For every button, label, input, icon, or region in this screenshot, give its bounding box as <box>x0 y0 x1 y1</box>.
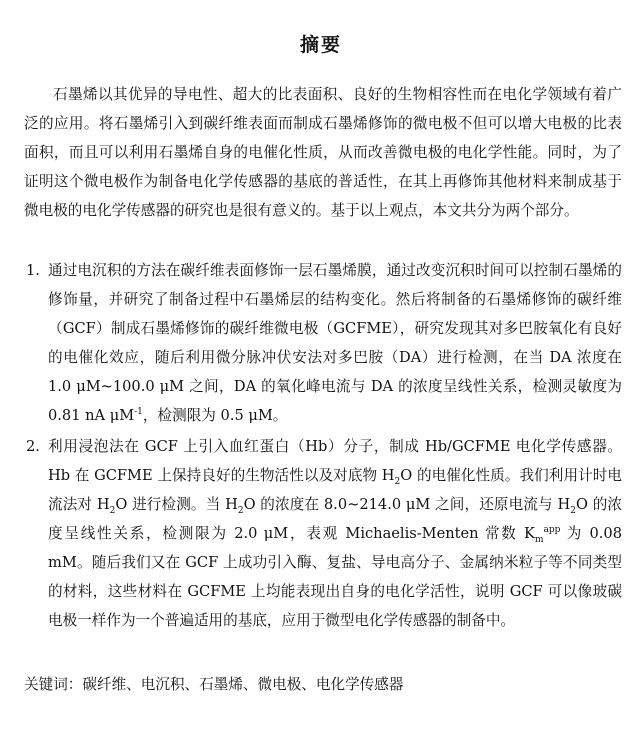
subscript: 2 <box>570 505 576 516</box>
list-item-text <box>48 432 622 635</box>
subscript: 2 <box>109 505 116 516</box>
list-item-number: 1. <box>26 262 40 279</box>
text-segment: O <box>575 496 588 513</box>
subscript: 2 <box>237 505 244 516</box>
text-segment: 的浓度呈线性关系，检测限为 2.0 μM，表观 Michaelis-Menten 常数 K <box>48 496 622 542</box>
text-segment: O <box>400 467 413 484</box>
text-segment: 为 0.08 mM。随后我们又在 GCF 上成功引入酶、复盐、导电高分子、金属纳米粒子等不同类型的材料，这些材料在 GCFME 上均能表现出自身的电化学活性，说明 GCF 可以像玻碳电极一样作为一个普遍适用的基底，应用于微型电化学传感器的制备中。 <box>48 525 622 629</box>
list-item-text <box>48 256 622 430</box>
text-segment: ，检测限为 0.5 μM。 <box>142 407 288 424</box>
text-segment: 的浓度在 8.0~214.0 μM 之间，还原电流与 H <box>255 496 571 513</box>
text-segment: 进行检测。当 H <box>127 496 238 513</box>
subscript: 2 <box>394 476 401 487</box>
superscript: app <box>543 525 561 536</box>
list-item-1 <box>24 256 622 430</box>
page-title: 摘要 <box>299 34 342 56</box>
list-item-number: 2. <box>26 438 40 455</box>
subscript: m <box>534 534 544 545</box>
intro-paragraph: 石墨烯以其优异的导电性、超大的比表面积、良好的生物相容性而在电化学领域有着广泛的应用。将石墨烯引入到碳纤维表面而制成石墨烯修饰的微电极不但可以增大电极的比表面积，而且可以利用石墨烯自身的电催化性质，从而改善微电极的电化学性能。同时，为了证明这个微电极作为制备电化学传感器的基底的普适性，在其上再修饰其他材料来制成基于微电极的电化学传感器的研究也是很有意义的。基于以上观点，本文共分为两个部分。 <box>24 86 622 219</box>
text-segment: 通过电沉积的方法在碳纤维表面修饰一层石墨烯膜，通过改变沉积时间可以控制石墨烯的修饰量，并研究了制备过程中石墨烯层的结构变化。然后将制备的石墨烯修饰的碳纤维（GCF）制成石墨烯修饰的碳纤维微电极（GCFME），研究发现其对多巴胺氧化有良好的电催化效应，随后利用微分脉冲伏安法对多巴胺（DA）进行检测，在当 DA 浓度在 1.0 μM~100.0 μM 之间，DA 的氧化峰电流与 DA 的浓度呈线性关系，检测灵敏度为 0.81 nA μM <box>48 262 622 424</box>
text-segment: O <box>243 496 256 513</box>
text-segment: O <box>115 496 128 513</box>
superscript: -1 <box>134 407 143 418</box>
list-item-2 <box>24 432 622 635</box>
text-segment: 利用浸泡法在 GCF 上引入血红蛋白（Hb）分子，制成 Hb/GCFME 电化学传感器。Hb 在 GCFME 上保持良好的生物活性以及对底物 H <box>48 438 622 484</box>
text-segment: 的电催化性质。我们利用计时电流法对 H <box>48 467 623 513</box>
keywords-line: 关键词：碳纤维、电沉积、石墨烯、微电极、电化学传感器 <box>24 676 404 693</box>
